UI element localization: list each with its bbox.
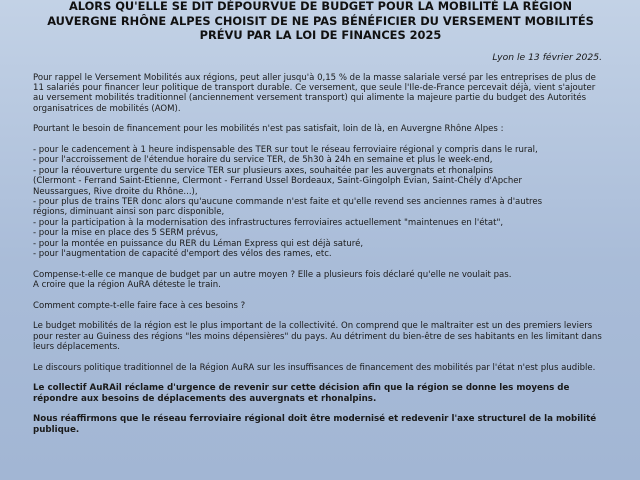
needs-line: - pour plus de trains TER donc alors qu'aucune commande n'est faite et qu'elle revend ses anciennes rames à d'autres (33, 196, 543, 207)
intro-paragraph: Pour rappel le Versement Mobilités aux régions, peut aller jusqu'à 0,15 % de la masse salariale versé par les entreprises de plus de 11 salariés pour financer leur politique de transport durable. Ce versement, que seule l'Ile-de-France percevait déjà, vient s'ajouter au versement mobilités traditionnel (anciennement versement transport) qui alimente la majeure partie du budget des Autorités organisatrices de mobilités (AOM). (33, 72, 596, 114)
needs-intro-paragraph: Pourtant le besoin de financement pour les mobilités n'est pas satisfait, loin de là, en Auvergne Rhône Alpes : (33, 124, 504, 135)
needs-line: (Clermont - Ferrand Saint-Etienne, Clermont - Ferrand Ussel Bordeaux, Saint-Gingolph Evian, Saint-Chély d'Apcher (33, 176, 523, 187)
document-title (33, 0, 608, 43)
needs-line: - pour la réouverture urgente du service TER sur plusieurs axes, souhaitée par les auvergnats et rhonalpins (33, 165, 493, 176)
needs-line: - pour la participation à la modernisation des infrastructures ferroviaires actuellement "maintenues en l'état", (33, 217, 504, 228)
needs-line: - pour l'augmentation de capacité d'emport des vélos des rames, etc. (33, 248, 332, 259)
collectif-paragraph: Le collectif AuRAil réclame d'urgence de revenir sur cette décision afin que la région se donne les moyens de répondre aux besoins de déplacements des auvergnats et rhonalpins. (33, 383, 570, 404)
question-paragraph: Comment compte-t-elle faire face à ces besoins ? (33, 300, 246, 311)
needs-line: - pour la montée en puissance du RER du Léman Express qui est déjà saturé, (33, 238, 364, 249)
needs-line: Neussargues, Rive droite du Rhône...), (33, 186, 198, 197)
title-line-1: ALORS QU'ELLE SE DIT DÉPOURVUE DE BUDGET POUR LA MOBILITÉ LA RÉGION (68, 0, 573, 13)
needs-line: régions, diminuant ainsi son parc disponible, (33, 207, 225, 218)
title-line-3: PRÉVU PAR LA LOI DE FINANCES 2025 (199, 28, 442, 42)
document-date: Lyon le 13 février 2025. (492, 51, 602, 63)
reaffirm-paragraph: Nous réaffirmons que le réseau ferroviaire régional doit être modernisé et redevenir l'axe structurel de la mobilité publique. (33, 414, 597, 435)
needs-list (33, 145, 608, 259)
title-line-2: AUVERGNE RHÔNE ALPES CHOISIT DE NE PAS BÉNÉFICIER DU VERSEMENT MOBILITÉS (47, 13, 594, 28)
discours-paragraph: Le discours politique traditionnel de la Région AuRA sur les insuffisances de financement des mobilités par l'état n'est plus audible. (33, 362, 596, 373)
compense-paragraph: Compense-t-elle ce manque de budget par un autre moyen ? Elle a plusieurs fois déclaré qu'elle ne voulait pas. A croire que la région AuRA déteste le train. (33, 269, 512, 290)
needs-line: - pour l'accroissement de l'étendue horaire du service TER, de 5h30 à 24h en semaine et plus le week-end, (33, 155, 493, 166)
budget-paragraph: Le budget mobilités de la région est le plus important de la collectivité. On comprend que le maltraiter est un des premiers leviers pour rester au Guiness des régions "les moins dépensières" du pays. Au détriment du bien-être de ses habitants en les limitant dans leurs déplacements. (33, 321, 602, 352)
needs-line: - pour la mise en place des 5 SERM prévus, (33, 228, 219, 239)
needs-line: - pour le cadencement à 1 heure indispensable des TER sur tout le réseau ferroviaire régional y compris dans le rural, (33, 144, 538, 155)
